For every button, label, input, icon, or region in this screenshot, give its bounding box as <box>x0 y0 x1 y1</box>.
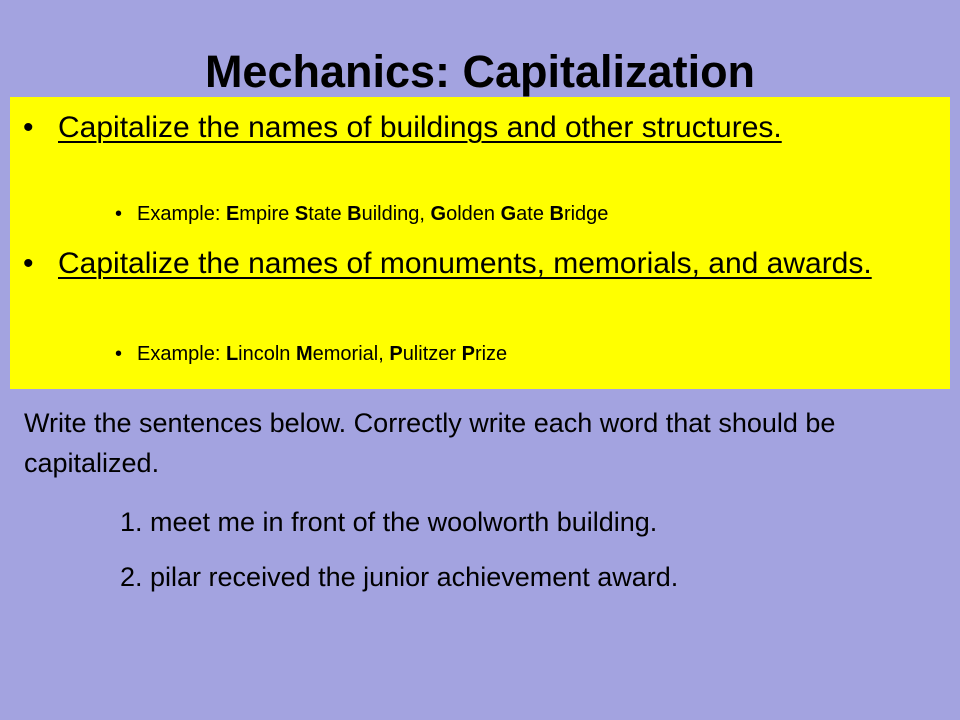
example-word-part: tate <box>308 203 348 225</box>
capital-letter: P <box>461 343 475 365</box>
example-monuments <box>115 342 507 366</box>
rules-highlight-box <box>10 97 950 389</box>
example-label: Example: <box>137 343 226 365</box>
rule-text-monuments: Capitalize the names of monuments, memorials, and awards. <box>58 247 872 280</box>
example-word-part: rize <box>474 343 508 365</box>
sub-bullet-point: • <box>115 203 123 225</box>
capital-letter: L <box>225 343 239 365</box>
example-word-part: uilding, <box>361 203 431 225</box>
bullet-point: • <box>23 247 34 280</box>
capital-letter: S <box>294 203 309 225</box>
bullet-point: • <box>23 111 34 144</box>
example-word-part: ulitzer <box>402 343 462 365</box>
example-word-part: olden <box>446 203 501 225</box>
example-word-part: ate <box>516 203 550 225</box>
capital-letter: G <box>430 203 447 225</box>
example-buildings <box>115 202 608 226</box>
example-word-part: incoln <box>238 343 296 365</box>
capital-letter: P <box>389 343 403 365</box>
sub-bullet-point: • <box>115 343 123 365</box>
capital-letter: B <box>347 203 362 225</box>
capital-letter: M <box>295 343 313 365</box>
practice-sentence-2: 2. pilar received the junior achievement award. <box>120 562 679 592</box>
practice-sentence-1: 1. meet me in front of the woolworth building. <box>120 507 658 537</box>
instruction-text: Write the sentences below. Correctly write each word that should be capitalized. <box>24 408 836 478</box>
rule-text-buildings: Capitalize the names of buildings and other structures. <box>58 111 782 144</box>
example-label: Example: <box>137 203 226 225</box>
slide-title: Mechanics: Capitalization <box>204 46 756 97</box>
example-word-part: emorial, <box>312 343 390 365</box>
capital-letter: G <box>500 203 517 225</box>
capital-letter: E <box>225 203 240 225</box>
example-word-part: ridge <box>563 203 609 225</box>
example-word-part: mpire <box>239 203 295 225</box>
capital-letter: B <box>549 203 564 225</box>
